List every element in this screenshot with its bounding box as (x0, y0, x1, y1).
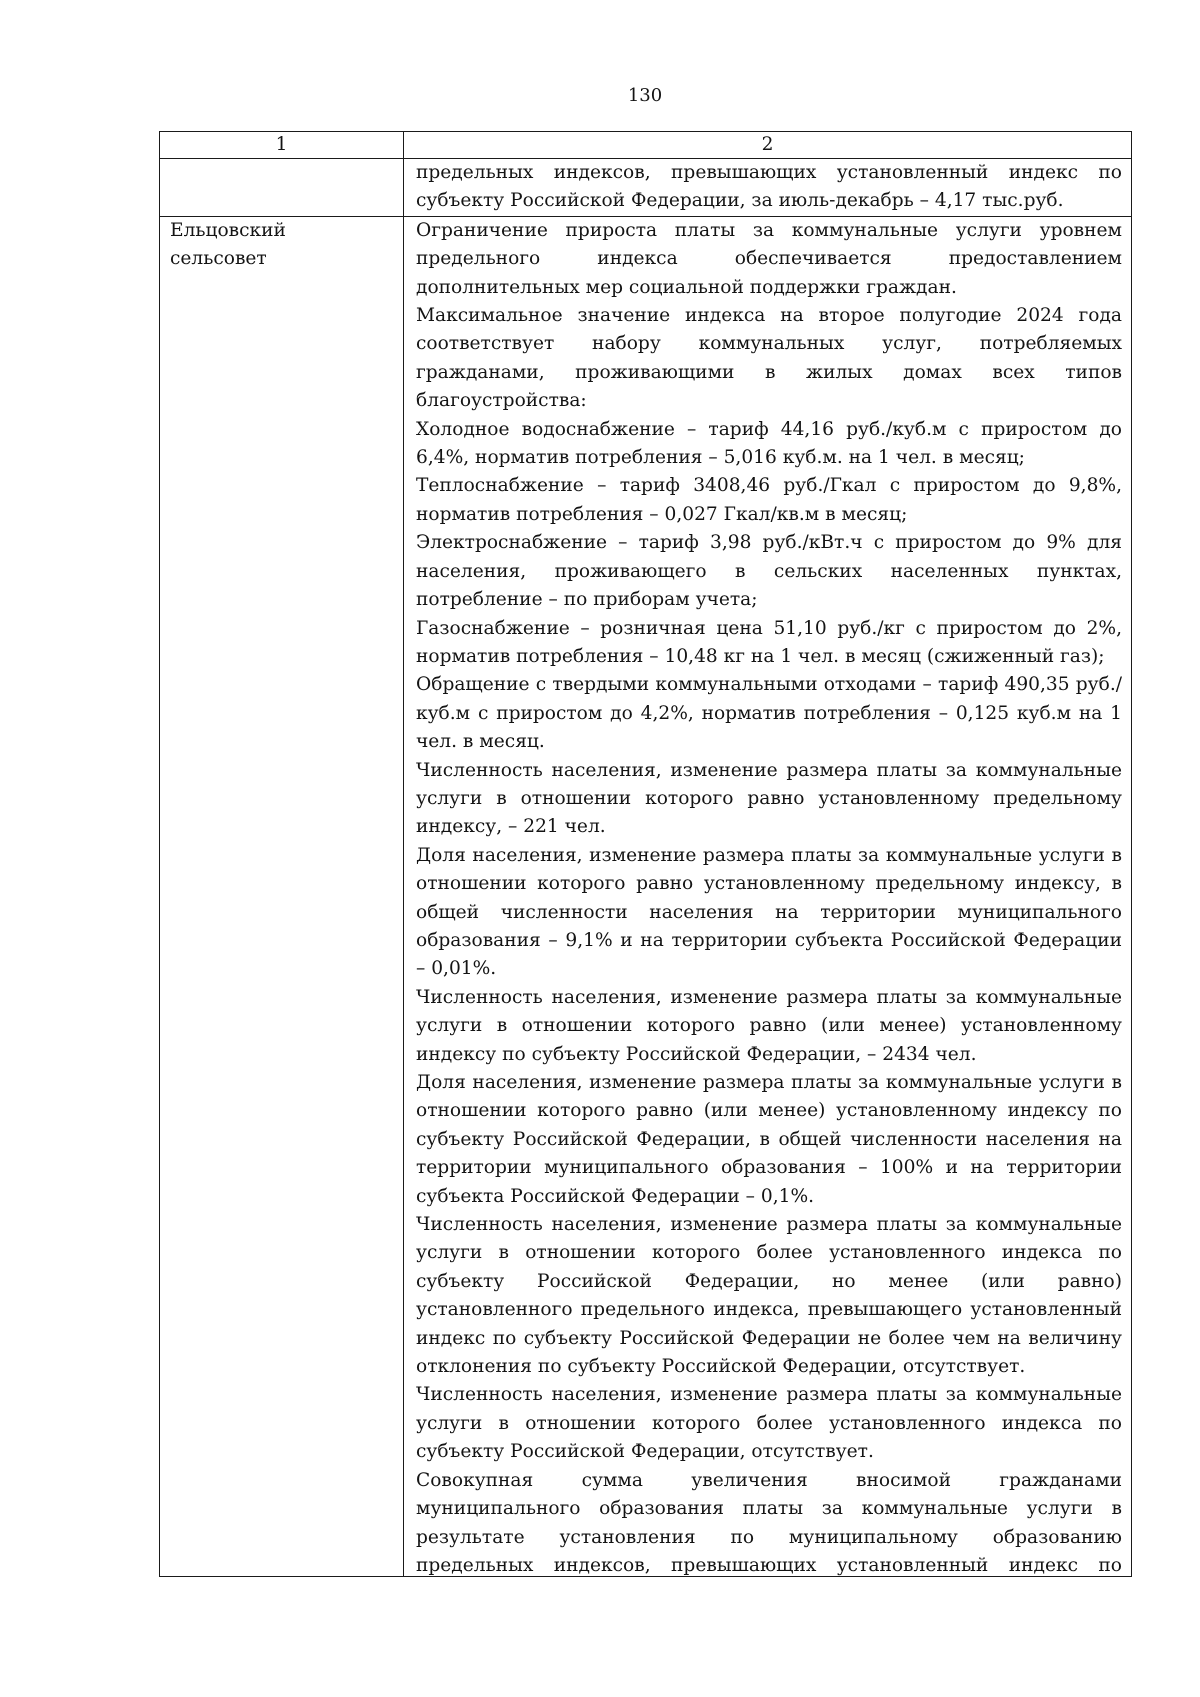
paragraph-gas: Газоснабжение – розничная цена 51,10 руб./кг с приростом до 2%, норматив потребления – 10,48 кг на 1 чел. в месяц (сжиженный газ); (416, 617, 1122, 667)
table-header-row (160, 132, 1132, 159)
paragraph-share-equal: Доля населения, изменение размера платы за коммунальные услуги в отношении которого равно установленному предельному индексу, в общей численности населения на территории муниципального образования – 9,1% и на территории субъекта Российской Федерации – 0,01%. (416, 844, 1122, 980)
municipality-cell (160, 159, 404, 217)
paragraph-price-limit: Ограничение прироста платы за коммунальные услуги уровнем предельного индекса обеспечивается предоставлением дополнительных мер социальной поддержки граждан. (416, 219, 1122, 298)
municipality-cell (160, 216, 404, 1576)
paragraph-total-increase: Совокупная сумма увеличения вносимой гражданами муниципального образования платы за коммунальные услуги в результате установления по муниципальному образованию (416, 1469, 1122, 1548)
table-row (160, 216, 1132, 1576)
municipality-name: Ельцовский (170, 219, 286, 241)
paragraph-population-less: Численность населения, изменение размера платы за коммунальные услуги в отношении которого равно (или менее) установленному индексу по субъекту Российской Федерации, – 2434 чел. (416, 986, 1122, 1065)
paragraph-electricity: Электроснабжение – тариф 3,98 руб./кВт.ч с приростом до 9% для населения, проживающего в сельских населенных пунктах, потребление – по приборам учета; (416, 532, 1122, 611)
paragraph-cold-water: Холодное водоснабжение – тариф 44,16 руб./куб.м с приростом до 6,4%, норматив потребления – 5,016 куб.м. на 1 чел. в месяц; (416, 418, 1122, 469)
paragraph: предельных индексов, превышающих установленный индекс по субъекту Российской Федерации, за июль-декабрь – 4,17 тыс.руб. (416, 162, 1122, 212)
paragraph-population-deviation: Численность населения, изменение размера платы за коммунальные услуги в отношении которого более установленного индекса по субъекту Российской Федерации, но менее (или равно) установленного предельного индекса, превышающего установленный индекс по субъекту Российской Федерации не более чем на величину отклонения по субъекту Российской Федерации, отсутствует. (416, 1214, 1122, 1378)
paragraph-max-index: Максимальное значение индекса на второе полугодие 2024 года соответствует набору коммунальных услуг, потребляемых гражданами, проживающими в жилых домах всех типов благоустройства: (416, 305, 1122, 412)
paragraph-solid-waste: Обращение с твердыми коммунальными отходами – тариф 490,35 руб./куб.м с приростом до 4,2%, норматив потребления – 0,125 куб.м на 1 чел. в месяц. (416, 674, 1122, 753)
column-header-1: 1 (160, 132, 404, 159)
description-cell (404, 159, 1132, 217)
paragraph-population-equal: Численность населения, изменение размера платы за коммунальные услуги в отношении которого равно установленному предельному индексу, – 221 чел. (416, 759, 1122, 838)
document-table (159, 131, 1132, 1577)
municipality-type: сельсовет (170, 248, 267, 270)
column-header-2: 2 (404, 132, 1132, 159)
description-cell (404, 216, 1132, 1576)
table-row (160, 159, 1132, 217)
paragraph-heating: Теплоснабжение – тариф 3408,46 руб./Гкал с приростом до 9,8%, норматив потребления – 0,027 Гкал/кв.м в месяц; (416, 475, 1122, 525)
paragraph-share-less: Доля населения, изменение размера платы за коммунальные услуги в отношении которого равно (или менее) установленному индексу по субъекту Российской Федерации, в общей численности населения на территории муниципального образования – 100% и на территории субъекта Российской Федерации – 0,1%. (416, 1072, 1122, 1207)
paragraph-continued: предельных индексов, превышающих установленный индекс по (416, 1554, 1122, 1576)
paragraph-population-above: Численность населения, изменение размера платы за коммунальные услуги в отношении которого более установленного индекса по субъекту Российской Федерации, отсутствует. (416, 1384, 1122, 1463)
page-number: 130 (627, 85, 663, 106)
